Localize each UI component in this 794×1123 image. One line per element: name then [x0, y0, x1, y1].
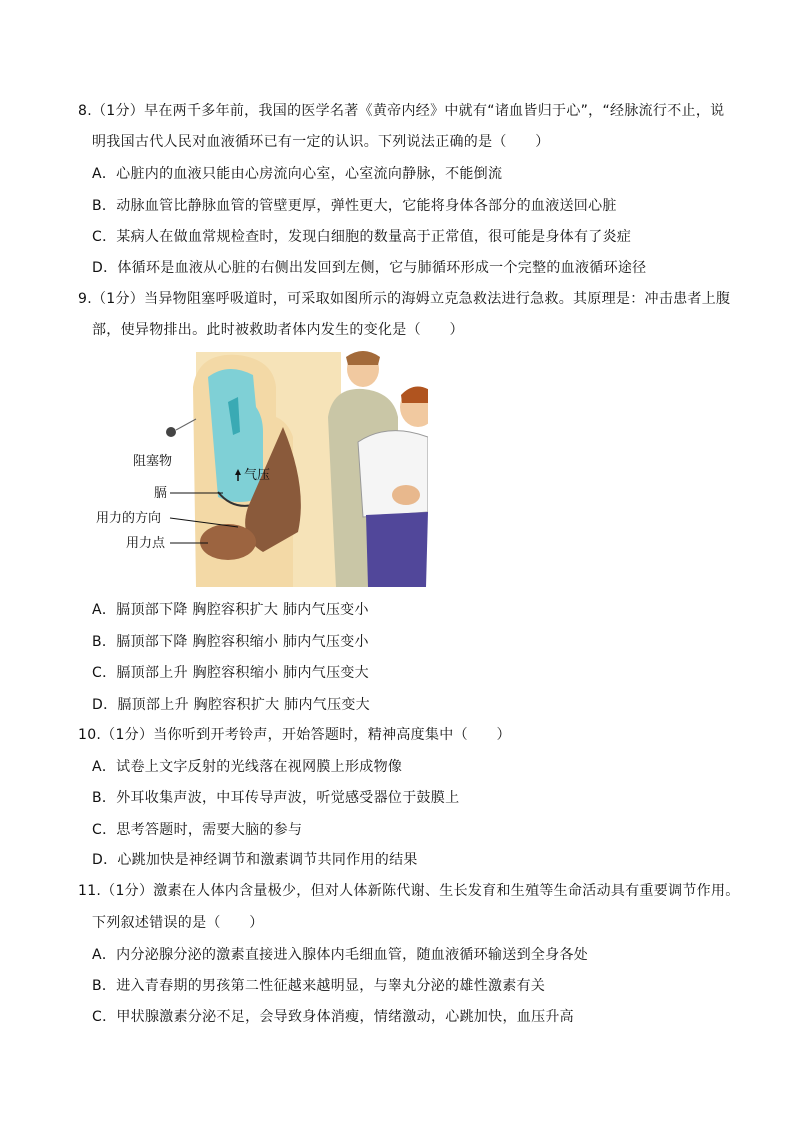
q10-option-d: D．心跳加快是神经调节和激素调节共同作用的结果: [92, 852, 418, 868]
patient-hair: [401, 386, 428, 403]
force-point-label: 用力点: [126, 536, 166, 551]
q8-stem-line-2: 明我国古代人民对血液循环已有一定的认识。下列说法正确的是（ ）: [92, 134, 550, 150]
q9-stem-line-1: 9.（1分）当异物阻塞呼吸道时，可采取如图所示的海姆立克急救法进行急救。其原理是：冲击患者上腹: [78, 291, 731, 307]
q10-option-c: C．思考答题时，需要大脑的参与: [92, 822, 303, 838]
heimlich-illustration: [88, 347, 428, 592]
rescuer-fist: [200, 524, 256, 560]
diaphragm-label: 膈: [154, 486, 168, 501]
q11-stem-line-2: 下列叙述错误的是（ ）: [92, 915, 264, 931]
q11-option-c: C．甲状腺激素分泌不足，会导致身体消瘦，情绪激动，心跳加快，血压升高: [92, 1009, 574, 1025]
rescuer-hair: [346, 351, 380, 365]
q10-stem-line-1: 10.（1分）当你听到开考铃声，开始答题时，精神高度集中（ ）: [78, 727, 511, 743]
q9-option-a: A．膈顶部下降 胸腔容积扩大 肺内气压变小: [92, 602, 369, 618]
q8-option-b: B．动脉血管比静脉血管的管壁更厚，弹性更大，它能将身体各部分的血液送回心脏: [92, 198, 617, 214]
q11-option-a: A．内分泌腺分泌的激素直接进入腺体内毛细血管，随血液循环输送到全身各处: [92, 947, 589, 963]
q8-option-a: A．心脏内的血液只能由心房流向心室，心室流向静脉，不能倒流: [92, 166, 503, 182]
q9-option-d: D．膈顶部上升 胸腔容积扩大 肺内气压变大: [92, 697, 370, 713]
rescuer-hands: [392, 485, 420, 505]
q9-stem-line-2: 部，使异物排出。此时被救助者体内发生的变化是（ ）: [92, 322, 464, 338]
q10-option-b: B．外耳收集声波，中耳传导声波，听觉感受器位于鼓膜上: [92, 790, 460, 806]
q10-option-a: A．试卷上文字反射的光线落在视网膜上形成物像: [92, 759, 403, 775]
q8-option-c: C．某病人在做血常规检查时，发现白细胞的数量高于正常值，很可能是身体有了炎症: [92, 229, 632, 245]
pressure-label: 气压: [244, 468, 271, 483]
force-direction-label: 用力的方向: [96, 511, 162, 526]
obstruction-object: [166, 427, 176, 437]
q11-option-b: B．进入青春期的男孩第二性征越来越明显，与睾丸分泌的雄性激素有关: [92, 978, 546, 994]
cross-section-panel: [166, 352, 341, 587]
q8-option-d: D．体循环是血液从心脏的右侧出发回到左侧，它与肺循环形成一个完整的血液循环途径: [92, 260, 647, 276]
q9-option-c: C．膈顶部上升 胸腔容积缩小 肺内气压变大: [92, 665, 369, 681]
patient-pants: [366, 512, 428, 587]
obstruction-label: 阻塞物: [133, 454, 173, 469]
patient-shirt: [358, 431, 428, 517]
q8-stem-line-1: 8.（1分）早在两千多年前，我国的医学名著《黄帝内经》中就有“诸血皆归于心”，“经脉流行不止，说: [78, 103, 725, 119]
heimlich-figure: [88, 347, 428, 592]
q11-stem-line-1: 11.（1分）激素在人体内含量极少，但对人体新陈代谢、生长发育和生殖等生命活动具有重要调节作用。: [78, 883, 740, 899]
q9-option-b: B．膈顶部下降 胸腔容积缩小 肺内气压变小: [92, 634, 369, 650]
rescue-scene-panel: [328, 351, 428, 587]
